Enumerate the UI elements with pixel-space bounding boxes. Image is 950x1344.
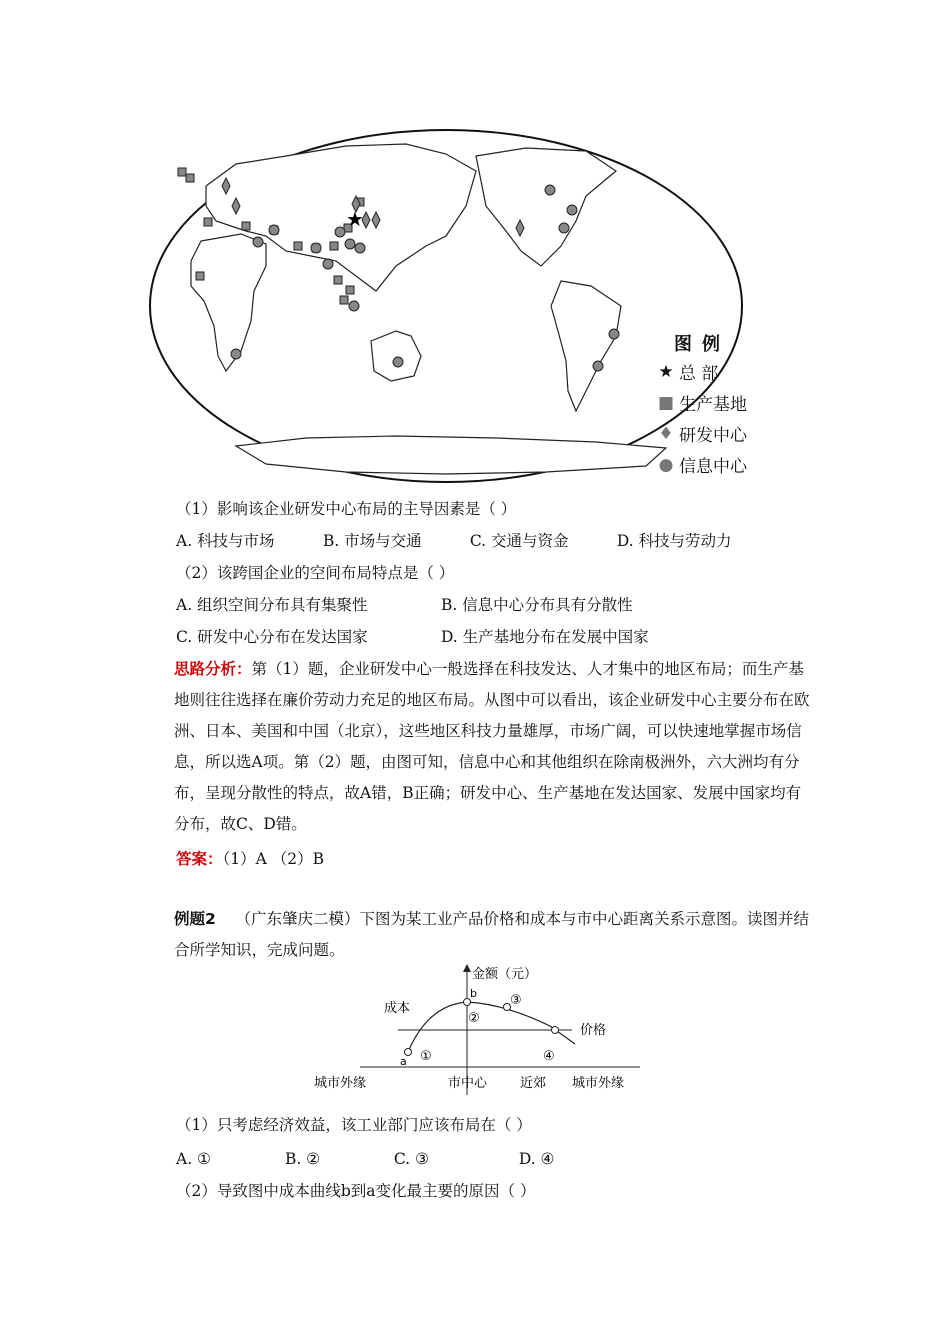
question-4-stem: （2）导致图中成本曲线b到a变化最主要的原因（ ）: [176, 1182, 536, 1200]
legend-label: 生产基地: [679, 395, 747, 415]
point-a: a: [400, 1055, 407, 1068]
option-b: B. 市场与交通: [322, 532, 422, 550]
answer-text: （1）A （2）B: [222, 850, 325, 868]
question-2-options-row-2: [176, 630, 649, 646]
map-legend: [656, 330, 766, 480]
legend-label: 总 部: [679, 364, 719, 384]
option-c: C. ③: [393, 1150, 429, 1168]
x-label-suburb: 近郊: [520, 1076, 547, 1091]
option-d: D. 科技与劳动力: [616, 532, 732, 550]
example-2-paragraph: [140, 904, 810, 966]
diamond-icon: ♦: [658, 423, 674, 444]
cost-label: 成本: [384, 1001, 411, 1016]
legend-title: 图例: [674, 334, 730, 355]
star-icon: ★: [658, 361, 674, 382]
svg-text:★: ★: [346, 207, 364, 231]
option-a: A. 组织空间分布具有集聚性: [176, 596, 368, 614]
answer-line: [176, 852, 324, 868]
option-c: C. 交通与资金: [469, 532, 569, 550]
question-1-stem: （1）影响该企业研发中心布局的主导因素是（ ）: [176, 500, 517, 518]
legend-item-hq: [656, 356, 766, 387]
option-a: A. ①: [176, 1150, 211, 1168]
legend-item-production: [656, 387, 766, 418]
point-4: ④: [543, 1049, 555, 1064]
analysis-text: 第（1）题，企业研发中心一般选择在科技发达、人才集中的地区布局；而生产基地则往往选择在廉价劳动力充足的地区布局。从图中可以看出，该企业研发中心主要分布在欧洲、日本、美国和中国（北京），这些地区科技力量雄厚，市场广阔，可以快速地掌握市场信息，所以选A项。第（2）题，由图可知，信息中心和其他组织在除南极洲外，六大洲均有分布，呈现分散性的特点，故A错，B正确；研发中心、生产基地在发达国家、发展中国家均有分布，故C、D错。: [174, 660, 810, 833]
option-a: A. 科技与市场: [176, 532, 275, 550]
question-3-options: [176, 1152, 554, 1168]
example-2-label: 例题2: [174, 910, 216, 928]
price-label: 价格: [580, 1023, 607, 1038]
answer-label: 答案：: [176, 850, 223, 868]
option-d: D. ④: [518, 1150, 555, 1168]
point-3: ③: [510, 993, 522, 1008]
x-label-center: 市中心: [448, 1076, 488, 1091]
cost-price-diagram: [300, 960, 650, 1095]
legend-item-rnd: [656, 418, 766, 449]
x-label-left: 城市外缘: [314, 1076, 367, 1091]
legend-item-info: [656, 449, 766, 480]
example-2-text: （广东肇庆二模）下图为某工业产品价格和成本与市中心距离关系示意图。读图并结合所学知识，完成问题。: [174, 910, 810, 959]
circle-icon: ●: [658, 454, 674, 475]
legend-label: 研发中心: [679, 426, 747, 446]
option-c: C. 研发中心分布在发达国家: [176, 628, 368, 646]
option-b: B. ②: [284, 1150, 321, 1168]
question-1-options: [176, 534, 732, 550]
point-2: ②: [468, 1011, 480, 1026]
square-icon: ■: [657, 392, 675, 413]
x-label-right: 城市外缘: [572, 1076, 625, 1091]
point-b: b: [470, 987, 477, 1000]
analysis-paragraph: [140, 654, 810, 840]
option-b: B. 信息中心分布具有分散性: [440, 596, 633, 614]
question-3-stem: （1）只考虑经济效益，该工业部门应该布局在（ ）: [176, 1116, 532, 1134]
legend-label: 信息中心: [679, 457, 747, 477]
question-2-stem: （2）该跨国企业的空间布局特点是（ ）: [176, 564, 455, 582]
question-2-options-row-1: [176, 598, 633, 614]
y-axis-label: 金额（元）: [472, 967, 538, 982]
option-d: D. 生产基地分布在发展中国家: [440, 628, 649, 646]
point-1: ①: [420, 1049, 432, 1064]
analysis-label: 思路分析：: [174, 660, 252, 678]
